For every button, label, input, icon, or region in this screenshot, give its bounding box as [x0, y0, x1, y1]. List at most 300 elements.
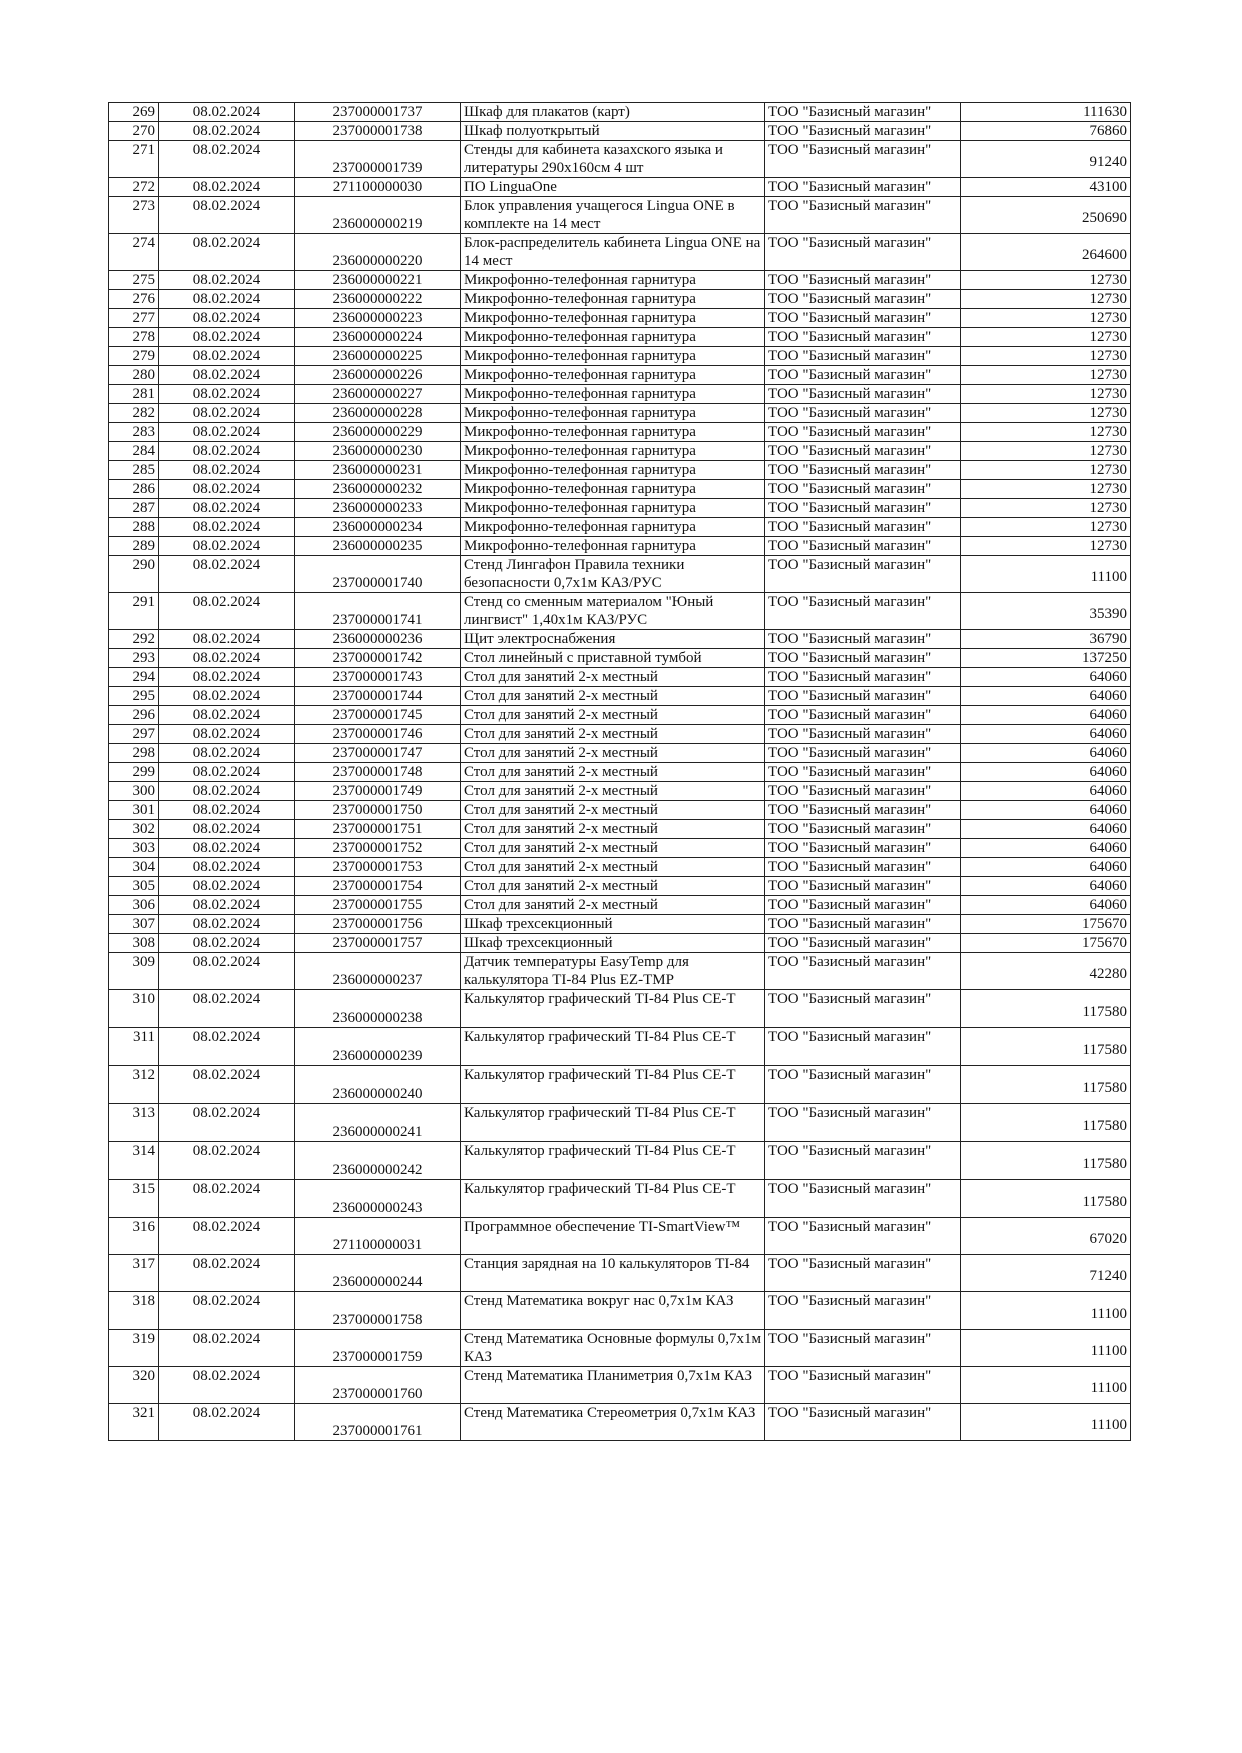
row-date: 08.02.2024 [159, 122, 295, 141]
table-row [109, 1066, 1131, 1104]
row-supplier: ТОО "Базисный магазин" [765, 858, 961, 877]
row-number: 294 [109, 668, 159, 687]
row-inventory-code: 236000000227 [295, 385, 461, 404]
row-date: 08.02.2024 [159, 877, 295, 896]
table-row [109, 197, 1131, 234]
row-date: 08.02.2024 [159, 290, 295, 309]
row-supplier: ТОО "Базисный магазин" [765, 839, 961, 858]
table-row [109, 706, 1131, 725]
row-date: 08.02.2024 [159, 1255, 295, 1292]
row-item-name: Микрофонно-телефонная гарнитура [461, 404, 765, 423]
row-number: 293 [109, 649, 159, 668]
row-inventory-code: 237000001747 [295, 744, 461, 763]
row-number: 305 [109, 877, 159, 896]
table-row [109, 1104, 1131, 1142]
inventory-table [108, 102, 1131, 1441]
row-number: 288 [109, 518, 159, 537]
row-item-name: Шкаф полуоткрытый [461, 122, 765, 141]
row-item-name: Стенды для кабинета казахского языка и литературы 290х160см 4 шт [461, 141, 765, 178]
row-number: 275 [109, 271, 159, 290]
row-price: 12730 [961, 366, 1131, 385]
row-inventory-code: 237000001745 [295, 706, 461, 725]
row-item-name: Стол для занятий 2-х местный [461, 687, 765, 706]
row-price: 12730 [961, 480, 1131, 499]
row-date: 08.02.2024 [159, 347, 295, 366]
row-number: 315 [109, 1180, 159, 1218]
row-number: 312 [109, 1066, 159, 1104]
row-supplier: ТОО "Базисный магазин" [765, 593, 961, 630]
row-item-name: Стенд Математика Планиметрия 0,7х1м КАЗ [461, 1367, 765, 1404]
row-item-name: Стол линейный с приставной тумбой [461, 649, 765, 668]
row-supplier: ТОО "Базисный магазин" [765, 782, 961, 801]
row-item-name: Датчик температуры EasyTemp для калькулятора TI-84 Plus EZ-TMP [461, 953, 765, 990]
table-row [109, 122, 1131, 141]
row-price: 11100 [961, 1330, 1131, 1367]
row-supplier: ТОО "Базисный магазин" [765, 141, 961, 178]
row-date: 08.02.2024 [159, 309, 295, 328]
table-row [109, 1142, 1131, 1180]
row-date: 08.02.2024 [159, 801, 295, 820]
row-item-name: Стол для занятий 2-х местный [461, 763, 765, 782]
row-number: 301 [109, 801, 159, 820]
row-item-name: Шкаф для плакатов (карт) [461, 103, 765, 122]
table-row [109, 290, 1131, 309]
table-row [109, 461, 1131, 480]
row-number: 316 [109, 1218, 159, 1255]
table-row [109, 763, 1131, 782]
row-date: 08.02.2024 [159, 763, 295, 782]
row-supplier: ТОО "Базисный магазин" [765, 442, 961, 461]
table-row [109, 1404, 1131, 1441]
row-price: 12730 [961, 290, 1131, 309]
table-row [109, 442, 1131, 461]
row-supplier: ТОО "Базисный магазин" [765, 934, 961, 953]
row-item-name: Стол для занятий 2-х местный [461, 820, 765, 839]
row-price: 12730 [961, 499, 1131, 518]
row-inventory-code: 237000001749 [295, 782, 461, 801]
table-row [109, 271, 1131, 290]
row-item-name: Стенд Математика вокруг нас 0,7х1м КАЗ [461, 1292, 765, 1330]
row-supplier: ТОО "Базисный магазин" [765, 480, 961, 499]
row-item-name: Стол для занятий 2-х местный [461, 858, 765, 877]
table-row [109, 1180, 1131, 1218]
row-number: 277 [109, 309, 159, 328]
row-number: 311 [109, 1028, 159, 1066]
row-inventory-code: 236000000223 [295, 309, 461, 328]
row-date: 08.02.2024 [159, 480, 295, 499]
row-supplier: ТОО "Базисный магазин" [765, 1066, 961, 1104]
table-row [109, 1218, 1131, 1255]
row-date: 08.02.2024 [159, 630, 295, 649]
row-price: 11100 [961, 556, 1131, 593]
table-row [109, 744, 1131, 763]
row-item-name: Стенд Математика Стереометрия 0,7х1м КАЗ [461, 1404, 765, 1441]
row-price: 64060 [961, 763, 1131, 782]
row-date: 08.02.2024 [159, 178, 295, 197]
row-item-name: Стол для занятий 2-х местный [461, 839, 765, 858]
row-date: 08.02.2024 [159, 197, 295, 234]
row-number: 292 [109, 630, 159, 649]
row-inventory-code: 237000001757 [295, 934, 461, 953]
row-number: 313 [109, 1104, 159, 1142]
row-number: 310 [109, 990, 159, 1028]
row-inventory-code: 236000000242 [295, 1142, 461, 1180]
row-date: 08.02.2024 [159, 1218, 295, 1255]
row-item-name: Шкаф трехсекционный [461, 915, 765, 934]
row-date: 08.02.2024 [159, 934, 295, 953]
row-price: 36790 [961, 630, 1131, 649]
row-date: 08.02.2024 [159, 1180, 295, 1218]
row-number: 274 [109, 234, 159, 271]
row-number: 302 [109, 820, 159, 839]
table-row [109, 480, 1131, 499]
row-date: 08.02.2024 [159, 1367, 295, 1404]
row-number: 276 [109, 290, 159, 309]
row-inventory-code: 237000001743 [295, 668, 461, 687]
row-price: 64060 [961, 782, 1131, 801]
row-supplier: ТОО "Базисный магазин" [765, 1028, 961, 1066]
table-row [109, 990, 1131, 1028]
row-date: 08.02.2024 [159, 687, 295, 706]
row-supplier: ТОО "Базисный магазин" [765, 820, 961, 839]
row-date: 08.02.2024 [159, 1330, 295, 1367]
row-inventory-code: 236000000241 [295, 1104, 461, 1142]
row-supplier: ТОО "Базисный магазин" [765, 668, 961, 687]
row-inventory-code: 236000000236 [295, 630, 461, 649]
row-item-name: Микрофонно-телефонная гарнитура [461, 480, 765, 499]
row-price: 12730 [961, 537, 1131, 556]
row-number: 271 [109, 141, 159, 178]
table-row [109, 537, 1131, 556]
row-supplier: ТОО "Базисный магазин" [765, 347, 961, 366]
table-row [109, 309, 1131, 328]
inventory-rows [109, 103, 1131, 1441]
row-supplier: ТОО "Базисный магазин" [765, 630, 961, 649]
row-supplier: ТОО "Базисный магазин" [765, 1404, 961, 1441]
row-inventory-code: 237000001744 [295, 687, 461, 706]
row-inventory-code: 236000000219 [295, 197, 461, 234]
row-item-name: Микрофонно-телефонная гарнитура [461, 347, 765, 366]
row-inventory-code: 271100000031 [295, 1218, 461, 1255]
row-item-name: Стол для занятий 2-х местный [461, 706, 765, 725]
row-item-name: Калькулятор графический TI-84 Plus CE-T [461, 1104, 765, 1142]
row-item-name: Стенд Лингафон Правила техники безопасности 0,7х1м КАЗ/РУС [461, 556, 765, 593]
table-row [109, 423, 1131, 442]
row-date: 08.02.2024 [159, 1104, 295, 1142]
row-inventory-code: 236000000228 [295, 404, 461, 423]
table-row [109, 556, 1131, 593]
row-supplier: ТОО "Базисный магазин" [765, 556, 961, 593]
row-date: 08.02.2024 [159, 1292, 295, 1330]
table-row [109, 896, 1131, 915]
row-inventory-code: 236000000243 [295, 1180, 461, 1218]
row-item-name: Стол для занятий 2-х местный [461, 725, 765, 744]
row-supplier: ТОО "Базисный магазин" [765, 744, 961, 763]
row-price: 12730 [961, 423, 1131, 442]
row-inventory-code: 236000000222 [295, 290, 461, 309]
row-item-name: Микрофонно-телефонная гарнитура [461, 309, 765, 328]
row-date: 08.02.2024 [159, 234, 295, 271]
row-price: 264600 [961, 234, 1131, 271]
row-inventory-code: 237000001755 [295, 896, 461, 915]
row-inventory-code: 236000000244 [295, 1255, 461, 1292]
table-row [109, 668, 1131, 687]
table-row [109, 347, 1131, 366]
row-number: 314 [109, 1142, 159, 1180]
row-inventory-code: 236000000224 [295, 328, 461, 347]
row-price: 117580 [961, 990, 1131, 1028]
row-number: 306 [109, 896, 159, 915]
row-number: 272 [109, 178, 159, 197]
inventory-sheet [108, 102, 1130, 1441]
row-number: 321 [109, 1404, 159, 1441]
table-row [109, 1255, 1131, 1292]
row-price: 64060 [961, 706, 1131, 725]
row-price: 64060 [961, 820, 1131, 839]
row-supplier: ТОО "Базисный магазин" [765, 290, 961, 309]
row-inventory-code: 236000000239 [295, 1028, 461, 1066]
row-number: 300 [109, 782, 159, 801]
row-supplier: ТОО "Базисный магазин" [765, 1104, 961, 1142]
row-supplier: ТОО "Базисный магазин" [765, 423, 961, 442]
row-price: 35390 [961, 593, 1131, 630]
row-item-name: Микрофонно-телефонная гарнитура [461, 290, 765, 309]
row-price: 11100 [961, 1367, 1131, 1404]
row-supplier: ТОО "Базисный магазин" [765, 1218, 961, 1255]
row-price: 42280 [961, 953, 1131, 990]
row-inventory-code: 237000001750 [295, 801, 461, 820]
row-supplier: ТОО "Базисный магазин" [765, 234, 961, 271]
row-price: 67020 [961, 1218, 1131, 1255]
row-inventory-code: 237000001761 [295, 1404, 461, 1441]
row-number: 290 [109, 556, 159, 593]
row-price: 12730 [961, 518, 1131, 537]
row-date: 08.02.2024 [159, 442, 295, 461]
row-inventory-code: 236000000240 [295, 1066, 461, 1104]
row-item-name: Микрофонно-телефонная гарнитура [461, 499, 765, 518]
row-inventory-code: 237000001737 [295, 103, 461, 122]
row-inventory-code: 237000001742 [295, 649, 461, 668]
row-price: 12730 [961, 385, 1131, 404]
row-supplier: ТОО "Базисный магазин" [765, 309, 961, 328]
row-supplier: ТОО "Базисный магазин" [765, 990, 961, 1028]
row-number: 303 [109, 839, 159, 858]
row-item-name: Стенд со сменным материалом "Юный лингвист" 1,40х1м КАЗ/РУС [461, 593, 765, 630]
row-number: 287 [109, 499, 159, 518]
row-number: 309 [109, 953, 159, 990]
table-row [109, 178, 1131, 197]
table-row [109, 141, 1131, 178]
row-price: 137250 [961, 649, 1131, 668]
table-row [109, 839, 1131, 858]
row-price: 64060 [961, 896, 1131, 915]
row-number: 285 [109, 461, 159, 480]
row-item-name: Станция зарядная на 10 калькуляторов TI-84 [461, 1255, 765, 1292]
row-date: 08.02.2024 [159, 649, 295, 668]
row-number: 291 [109, 593, 159, 630]
row-item-name: Стол для занятий 2-х местный [461, 744, 765, 763]
row-inventory-code: 237000001759 [295, 1330, 461, 1367]
row-date: 08.02.2024 [159, 103, 295, 122]
row-number: 289 [109, 537, 159, 556]
table-row [109, 687, 1131, 706]
row-price: 11100 [961, 1292, 1131, 1330]
row-supplier: ТОО "Базисный магазин" [765, 1142, 961, 1180]
row-date: 08.02.2024 [159, 385, 295, 404]
row-supplier: ТОО "Базисный магазин" [765, 687, 961, 706]
row-number: 318 [109, 1292, 159, 1330]
row-item-name: Калькулятор графический TI-84 Plus CE-T [461, 990, 765, 1028]
table-row [109, 328, 1131, 347]
row-price: 64060 [961, 744, 1131, 763]
row-date: 08.02.2024 [159, 556, 295, 593]
row-item-name: Калькулятор графический TI-84 Plus CE-T [461, 1142, 765, 1180]
row-number: 307 [109, 915, 159, 934]
table-row [109, 234, 1131, 271]
row-date: 08.02.2024 [159, 896, 295, 915]
row-supplier: ТОО "Базисный магазин" [765, 1330, 961, 1367]
row-number: 286 [109, 480, 159, 499]
row-date: 08.02.2024 [159, 820, 295, 839]
row-price: 12730 [961, 328, 1131, 347]
row-item-name: ПО LinguaOne [461, 178, 765, 197]
row-price: 64060 [961, 725, 1131, 744]
row-price: 117580 [961, 1066, 1131, 1104]
row-inventory-code: 237000001746 [295, 725, 461, 744]
row-item-name: Калькулятор графический TI-84 Plus CE-T [461, 1028, 765, 1066]
row-date: 08.02.2024 [159, 1066, 295, 1104]
table-row [109, 801, 1131, 820]
row-supplier: ТОО "Базисный магазин" [765, 953, 961, 990]
row-inventory-code: 236000000229 [295, 423, 461, 442]
table-row [109, 858, 1131, 877]
row-inventory-code: 236000000235 [295, 537, 461, 556]
row-number: 273 [109, 197, 159, 234]
row-item-name: Блок управления учащегося Lingua ONE в комплекте на 14 мест [461, 197, 765, 234]
row-price: 76860 [961, 122, 1131, 141]
row-supplier: ТОО "Базисный магазин" [765, 328, 961, 347]
row-number: 280 [109, 366, 159, 385]
row-number: 278 [109, 328, 159, 347]
row-supplier: ТОО "Базисный магазин" [765, 1367, 961, 1404]
table-row [109, 1330, 1131, 1367]
row-number: 299 [109, 763, 159, 782]
row-price: 64060 [961, 877, 1131, 896]
table-row [109, 499, 1131, 518]
row-inventory-code: 236000000238 [295, 990, 461, 1028]
row-supplier: ТОО "Базисный магазин" [765, 1180, 961, 1218]
row-price: 117580 [961, 1142, 1131, 1180]
row-supplier: ТОО "Базисный магазин" [765, 725, 961, 744]
row-item-name: Калькулятор графический TI-84 Plus CE-T [461, 1180, 765, 1218]
row-inventory-code: 271100000030 [295, 178, 461, 197]
row-supplier: ТОО "Базисный магазин" [765, 1255, 961, 1292]
row-price: 117580 [961, 1028, 1131, 1066]
row-inventory-code: 236000000226 [295, 366, 461, 385]
row-item-name: Стол для занятий 2-х местный [461, 801, 765, 820]
row-inventory-code: 237000001741 [295, 593, 461, 630]
row-supplier: ТОО "Базисный магазин" [765, 122, 961, 141]
row-item-name: Блок-распределитель кабинета Lingua ONE на 14 мест [461, 234, 765, 271]
row-date: 08.02.2024 [159, 915, 295, 934]
row-price: 117580 [961, 1180, 1131, 1218]
row-date: 08.02.2024 [159, 725, 295, 744]
row-inventory-code: 236000000237 [295, 953, 461, 990]
row-inventory-code: 237000001748 [295, 763, 461, 782]
row-inventory-code: 237000001756 [295, 915, 461, 934]
row-price: 117580 [961, 1104, 1131, 1142]
row-date: 08.02.2024 [159, 271, 295, 290]
row-number: 317 [109, 1255, 159, 1292]
row-date: 08.02.2024 [159, 953, 295, 990]
row-item-name: Стол для занятий 2-х местный [461, 782, 765, 801]
row-item-name: Микрофонно-телефонная гарнитура [461, 385, 765, 404]
row-inventory-code: 236000000230 [295, 442, 461, 461]
row-date: 08.02.2024 [159, 744, 295, 763]
row-number: 282 [109, 404, 159, 423]
row-item-name: Стол для занятий 2-х местный [461, 896, 765, 915]
table-row [109, 630, 1131, 649]
table-row [109, 103, 1131, 122]
row-item-name: Микрофонно-телефонная гарнитура [461, 461, 765, 480]
row-item-name: Микрофонно-телефонная гарнитура [461, 537, 765, 556]
row-date: 08.02.2024 [159, 990, 295, 1028]
row-price: 175670 [961, 934, 1131, 953]
row-number: 295 [109, 687, 159, 706]
row-supplier: ТОО "Базисный магазин" [765, 801, 961, 820]
row-inventory-code: 237000001739 [295, 141, 461, 178]
row-date: 08.02.2024 [159, 328, 295, 347]
row-inventory-code: 236000000221 [295, 271, 461, 290]
row-supplier: ТОО "Базисный магазин" [765, 896, 961, 915]
row-supplier: ТОО "Базисный магазин" [765, 178, 961, 197]
row-supplier: ТОО "Базисный магазин" [765, 103, 961, 122]
row-date: 08.02.2024 [159, 1142, 295, 1180]
row-item-name: Микрофонно-телефонная гарнитура [461, 442, 765, 461]
row-supplier: ТОО "Базисный магазин" [765, 461, 961, 480]
row-date: 08.02.2024 [159, 404, 295, 423]
row-inventory-code: 236000000234 [295, 518, 461, 537]
row-price: 71240 [961, 1255, 1131, 1292]
row-inventory-code: 236000000225 [295, 347, 461, 366]
row-price: 64060 [961, 687, 1131, 706]
row-date: 08.02.2024 [159, 858, 295, 877]
row-price: 43100 [961, 178, 1131, 197]
row-price: 111630 [961, 103, 1131, 122]
row-inventory-code: 237000001751 [295, 820, 461, 839]
row-price: 11100 [961, 1404, 1131, 1441]
row-price: 64060 [961, 839, 1131, 858]
table-row [109, 725, 1131, 744]
row-number: 319 [109, 1330, 159, 1367]
row-price: 12730 [961, 461, 1131, 480]
row-inventory-code: 236000000232 [295, 480, 461, 499]
row-number: 320 [109, 1367, 159, 1404]
row-price: 64060 [961, 801, 1131, 820]
row-supplier: ТОО "Базисный магазин" [765, 649, 961, 668]
row-item-name: Шкаф трехсекционный [461, 934, 765, 953]
row-number: 281 [109, 385, 159, 404]
row-date: 08.02.2024 [159, 1404, 295, 1441]
row-supplier: ТОО "Базисный магазин" [765, 404, 961, 423]
table-row [109, 385, 1131, 404]
row-supplier: ТОО "Базисный магазин" [765, 877, 961, 896]
row-supplier: ТОО "Базисный магазин" [765, 763, 961, 782]
table-row [109, 404, 1131, 423]
row-inventory-code: 237000001752 [295, 839, 461, 858]
row-price: 12730 [961, 347, 1131, 366]
row-inventory-code: 237000001760 [295, 1367, 461, 1404]
